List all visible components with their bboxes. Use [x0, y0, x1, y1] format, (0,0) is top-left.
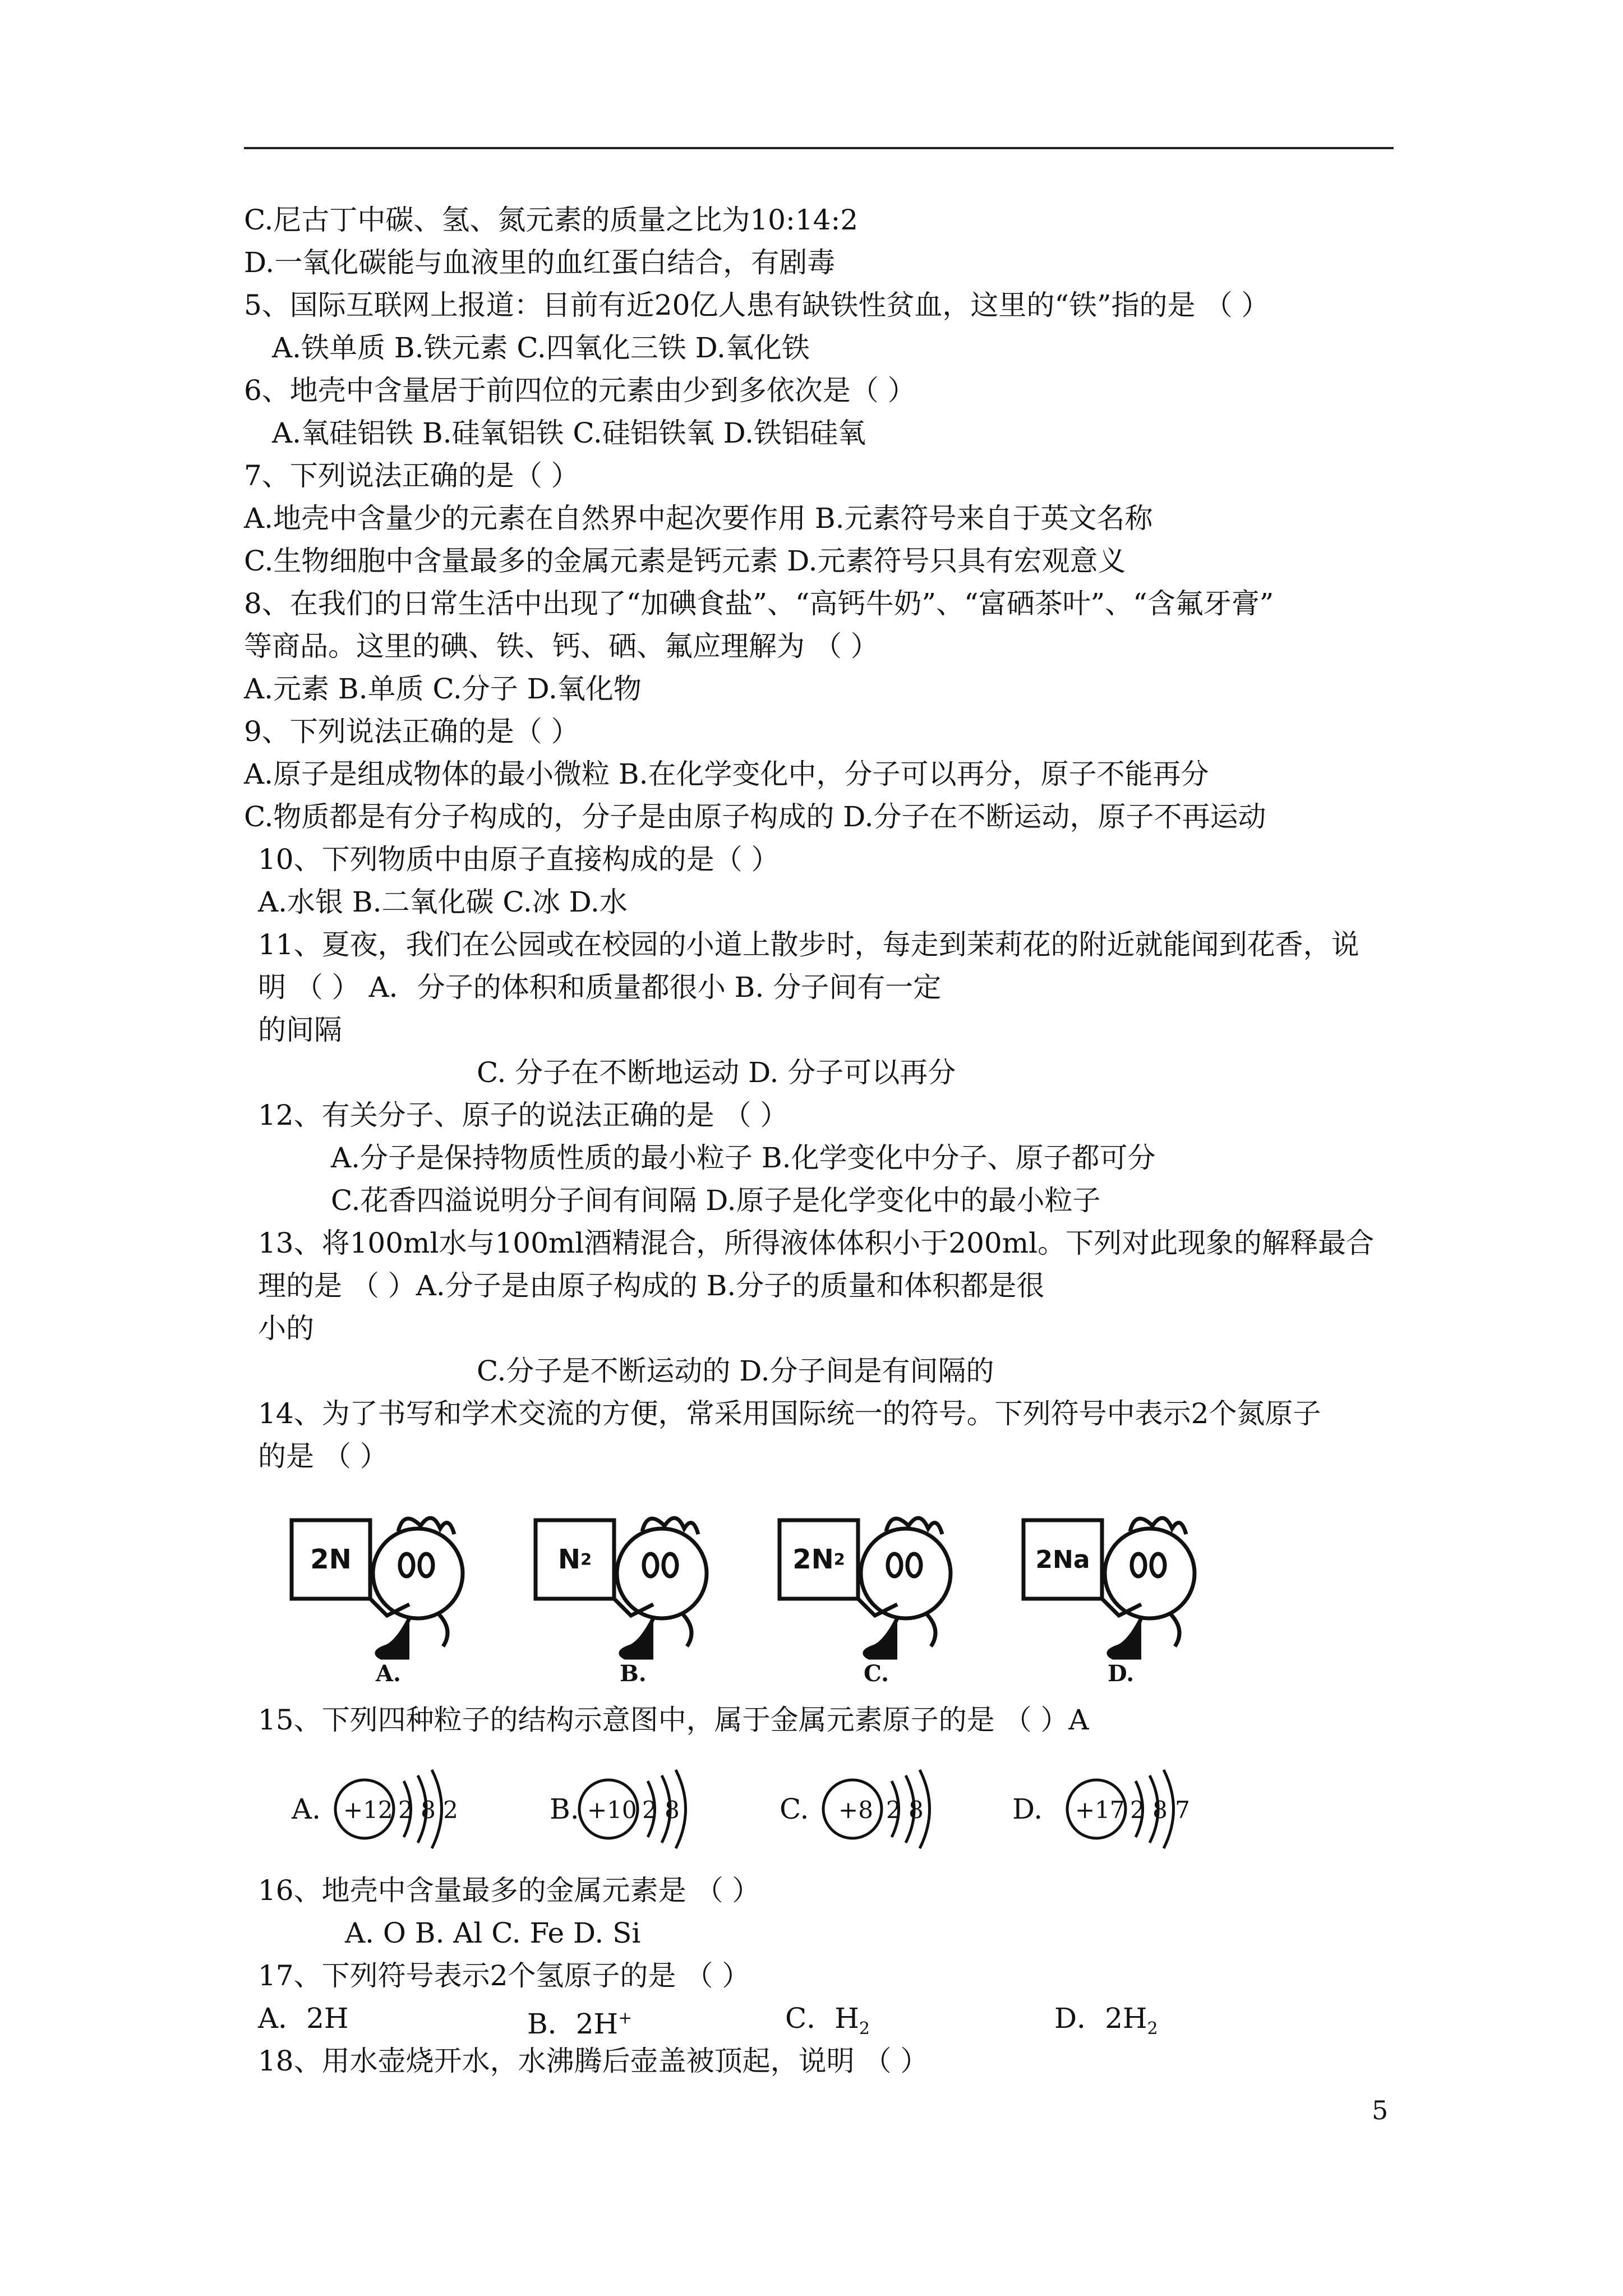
q7-options-cd: C.生物细胞中含量最多的金属元素是钙元素 D.元素符号只具有宏观意义: [244, 545, 1126, 577]
q15-option-b: B.: [550, 1793, 579, 1825]
sign-2n2: 2N 2: [792, 1544, 845, 1575]
question-7: 7、下列说法正确的是（ ）: [244, 459, 579, 492]
q15-option-c: C.: [780, 1793, 809, 1825]
question-8: 8、在我们的日常生活中出现了“加碘食盐”、“高钙牛奶”、“富硒茶叶”、“含氟牙膏”: [244, 587, 1274, 620]
q14-option-b: B.: [620, 1660, 647, 1687]
q17-option-c: C．$H_2$: [785, 2002, 870, 2039]
q5-options: A.铁单质 B.铁元素 C.四氧化三铁 D.氧化铁: [272, 332, 810, 364]
q14-figures: [280, 1498, 1290, 1694]
header-rule: [244, 147, 1394, 149]
q9-options-cd: C.物质都是有分子构成的，分子是由原子构成的 D.分子在不断运动，原子不再运动: [244, 800, 1266, 833]
q15-option-d: D.: [1012, 1793, 1043, 1825]
page-number: 5: [1372, 2095, 1389, 2125]
q9-options-ab: A.原子是组成物体的最小微粒 B.在化学变化中，分子可以再分，原子不能再分: [244, 758, 1209, 790]
question-13-cont: 理的是 （ ）A.分子是由原子构成的 B.分子的质量和体积都是很: [258, 1269, 1045, 1302]
q12-options-cd: C.花香四溢说明分子间有间隔 D.原子是化学变化中的最小粒子: [331, 1184, 1101, 1217]
question-10: 10、下列物质中由原子直接构成的是（ ）: [258, 843, 780, 876]
question-11-cont: 明 （ ） A．分子的体积和质量都很小 B. 分子间有一定: [258, 971, 942, 1004]
question-9: 9、下列说法正确的是（ ）: [244, 715, 579, 748]
q15-b-shells: 2 8: [642, 1796, 680, 1824]
question-11-cont2: 的间隔: [258, 1014, 342, 1046]
q15-b-nucleus: +10: [587, 1796, 637, 1824]
q12-options-ab: A.分子是保持物质性质的最小粒子 B.化学变化中分子、原子都可分: [331, 1142, 1156, 1174]
q11-options-cd: C. 分子在不断地运动 D. 分子可以再分: [477, 1056, 956, 1089]
q10-options: A.水银 B.二氧化碳 C.冰 D.水: [258, 886, 628, 918]
question-8-cont: 等商品。这里的碘、铁、钙、硒、氟应理解为 （ ）: [244, 630, 879, 662]
q14-option-c: C.: [864, 1660, 889, 1687]
q8-options: A.元素 B.单质 C.分子 D.氧化物: [244, 673, 642, 705]
text-line: C.尼古丁中碳、氢、氮元素的质量之比为10:14:2: [244, 204, 859, 236]
sign-2na: 2Na: [1035, 1545, 1090, 1574]
q16-options: A. O B. Al C. Fe D. Si: [345, 1917, 641, 1949]
question-15: 15、下列四种粒子的结构示意图中，属于金属元素原子的是 （ ）A: [258, 1704, 1089, 1736]
q17-option-d: D．$2H_2$: [1054, 2002, 1158, 2039]
question-13: 13、将100ml水与100ml酒精混合，所得液体体积小于200ml。下列对此现象的解释最合: [258, 1227, 1375, 1259]
question-6: 6、地壳中含量居于前四位的元素由少到多依次是（ ）: [244, 374, 916, 407]
question-13-cont2: 小的: [258, 1312, 314, 1345]
q15-a-nucleus: +12: [343, 1796, 393, 1824]
question-17: 17、下列符号表示2个氢原子的是 （ ）: [258, 1959, 750, 1992]
question-5: 5、国际互联网上报道：目前有近20亿人患有缺铁性贫血，这里的“铁”指的是 （ ）: [244, 289, 1270, 321]
q15-c-nucleus: +8: [838, 1796, 873, 1824]
q13-options-cd: C.分子是不断运动的 D.分子间是有间隔的: [477, 1355, 994, 1387]
q15-c-shells: 2 8: [886, 1796, 924, 1824]
q15-d-nucleus: +17: [1075, 1796, 1125, 1824]
question-12: 12、有关分子、原子的说法正确的是 （ ）: [258, 1099, 789, 1131]
q15-d-shells: 2 8 7: [1130, 1796, 1190, 1824]
question-16: 16、地壳中含量最多的金属元素是 （ ）: [258, 1874, 760, 1907]
question-18: 18、用水壶烧开水，水沸腾后壶盖被顶起，说明 （ ）: [258, 2045, 929, 2077]
question-11: 11、夏夜，我们在公园或在校园的小道上散步时，每走到茉莉花的附近就能闻到花香，说: [258, 928, 1359, 961]
cartoon-head: [373, 1529, 463, 1618]
q15-a-shells: 2 8 2: [398, 1796, 458, 1824]
q14-option-d: D.: [1108, 1660, 1135, 1687]
sign-2n: 2N: [310, 1544, 352, 1575]
sign-n2: N 2: [557, 1544, 592, 1575]
question-14: 14、为了书写和学术交流的方便，常采用国际统一的符号。下列符号中表示2个氮原子: [258, 1397, 1321, 1430]
text-line: D.一氧化碳能与血液里的血红蛋白结合，有剧毒: [244, 246, 836, 279]
q14-option-a: A.: [376, 1660, 401, 1687]
q15-figures: [292, 1764, 1245, 1854]
question-14-cont: 的是 （ ）: [258, 1440, 388, 1473]
q6-options: A.氧硅铝铁 B.硅氧铝铁 C.硅铝铁氧 D.铁铝硅氧: [272, 417, 866, 449]
q7-options-ab: A.地壳中含量少的元素在自然界中起次要作用 B.元素符号来自于英文名称: [244, 502, 1153, 535]
q17-option-a: A．2H: [258, 2002, 349, 2035]
q15-option-a: A.: [292, 1793, 321, 1825]
q17-option-b: B．2H+: [527, 2007, 633, 2040]
